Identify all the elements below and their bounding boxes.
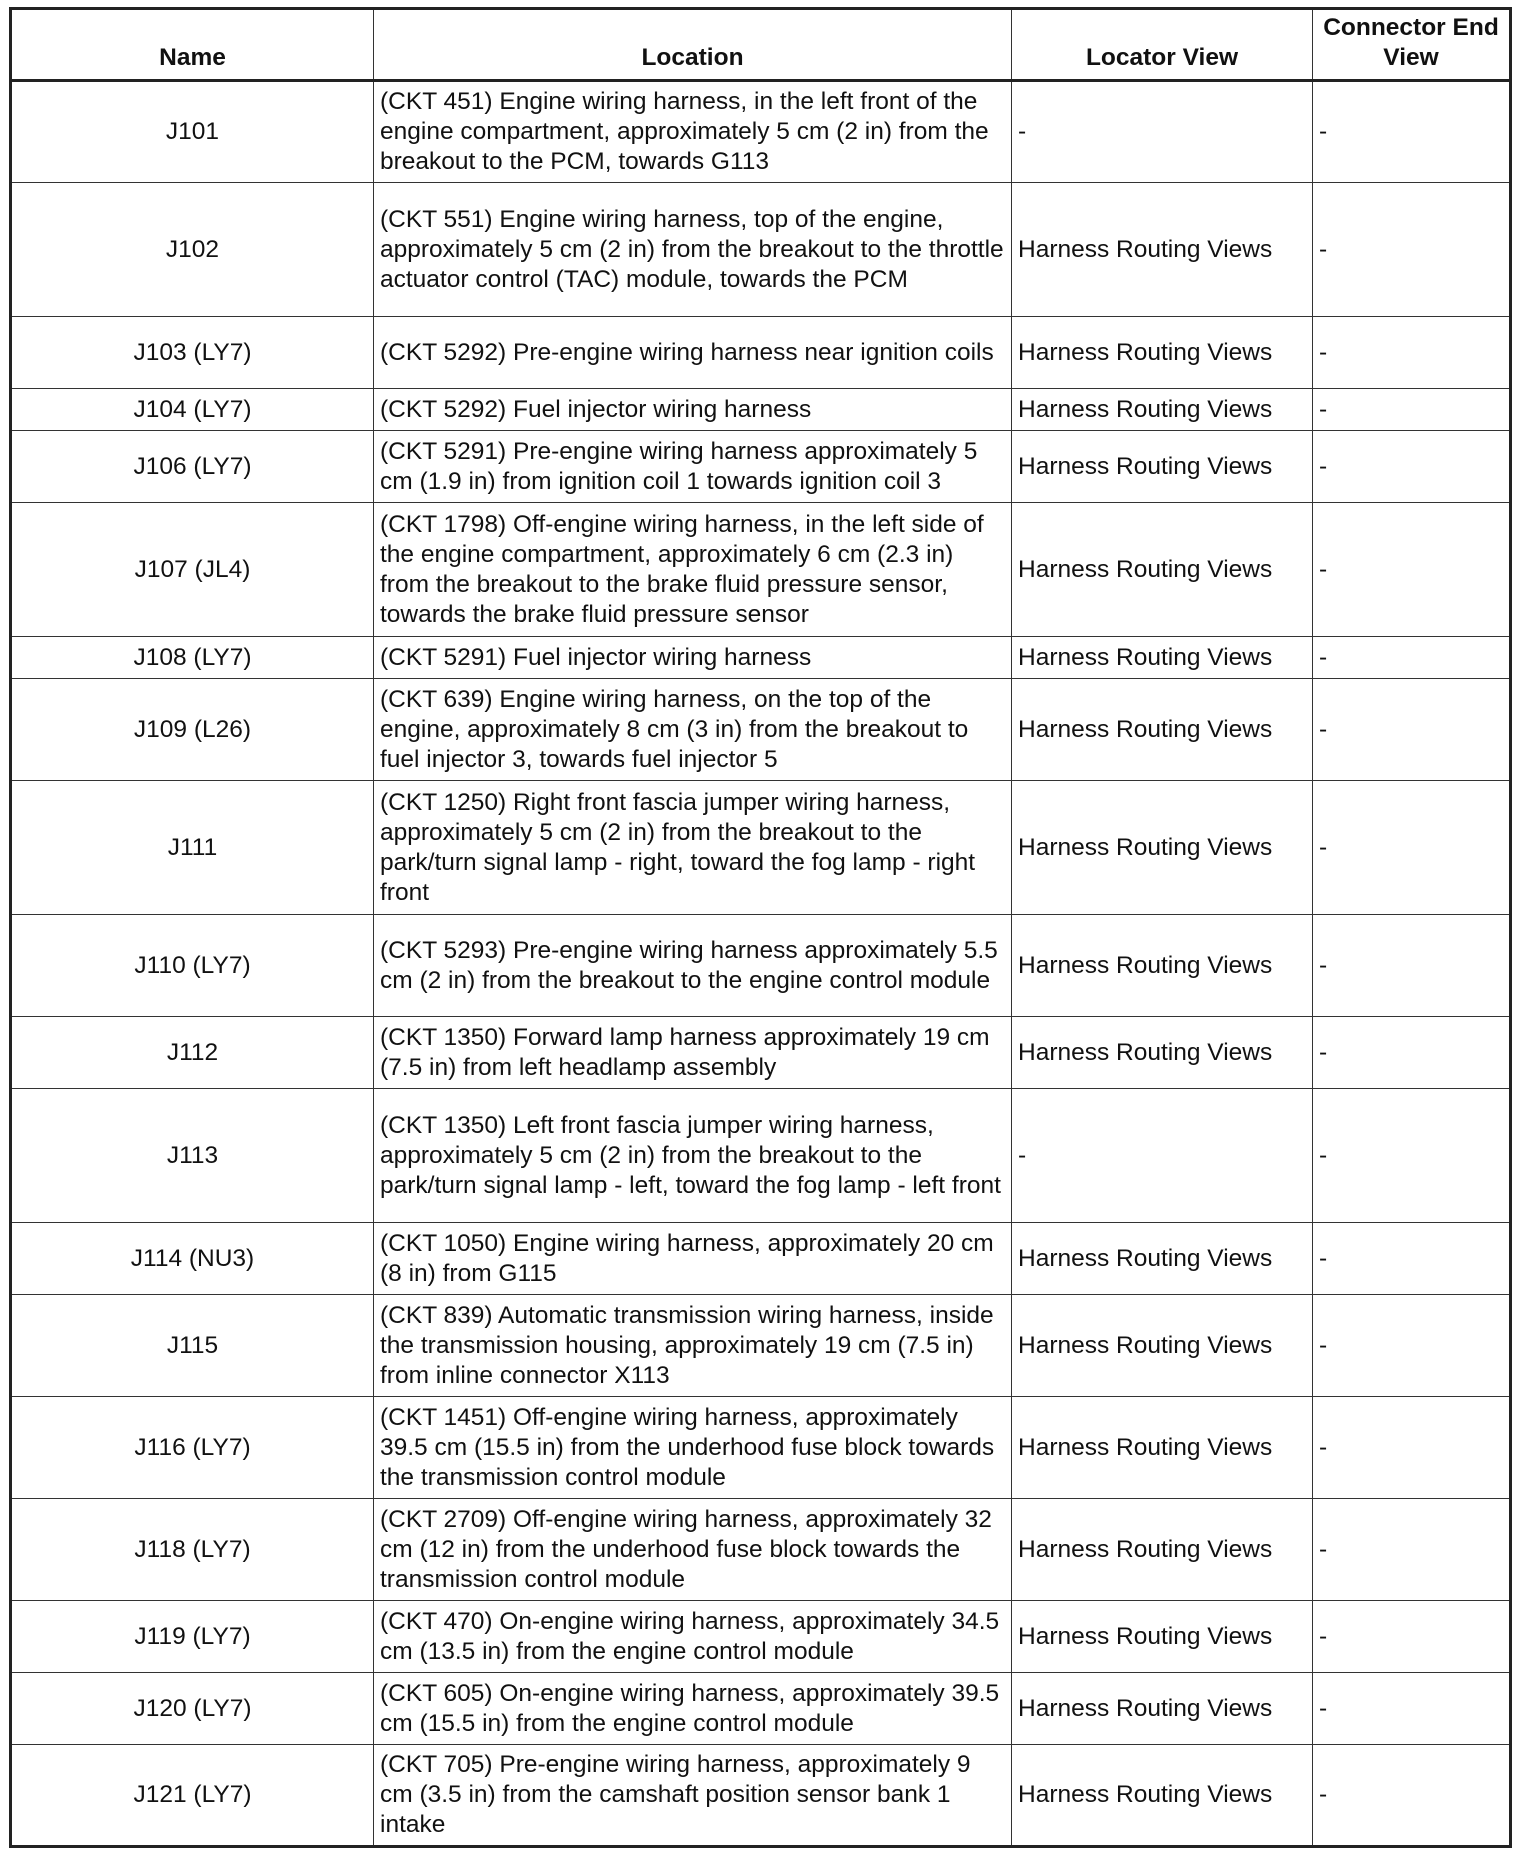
connector-end-view-cell: - <box>1313 1673 1511 1745</box>
table-row <box>11 317 1511 389</box>
splice-name: J118 (LY7) <box>11 1499 374 1601</box>
header-name: Name <box>11 9 374 81</box>
table-row <box>11 1089 1511 1223</box>
splice-location: (CKT 5292) Fuel injector wiring harness <box>374 389 1012 431</box>
splice-location: (CKT 1250) Right front fascia jumper wiring harness, approximately 5 cm (2 in) from the breakout to the park/turn signal lamp - right, toward the fog lamp - right front <box>374 781 1012 915</box>
locator-view-cell: Harness Routing Views <box>1012 183 1313 317</box>
table-row <box>11 81 1511 183</box>
locator-view-cell: Harness Routing Views <box>1012 1397 1313 1499</box>
connector-end-view-cell: - <box>1313 1499 1511 1601</box>
locator-view-cell: Harness Routing Views <box>1012 637 1313 679</box>
splice-name: J119 (LY7) <box>11 1601 374 1673</box>
table-row <box>11 1295 1511 1397</box>
locator-view-cell: - <box>1012 1089 1313 1223</box>
splice-location: (CKT 5291) Fuel injector wiring harness <box>374 637 1012 679</box>
table-row <box>11 1397 1511 1499</box>
locator-view-cell: Harness Routing Views <box>1012 317 1313 389</box>
splice-name: J101 <box>11 81 374 183</box>
table-row <box>11 389 1511 431</box>
locator-view-cell: Harness Routing Views <box>1012 431 1313 503</box>
splice-location-table <box>9 7 1512 1848</box>
table-row <box>11 1673 1511 1745</box>
locator-view-cell: Harness Routing Views <box>1012 679 1313 781</box>
splice-name: J121 (LY7) <box>11 1745 374 1847</box>
splice-name: J120 (LY7) <box>11 1673 374 1745</box>
splice-name: J103 (LY7) <box>11 317 374 389</box>
table-row <box>11 679 1511 781</box>
locator-view-cell: Harness Routing Views <box>1012 1017 1313 1089</box>
splice-location: (CKT 605) On-engine wiring harness, approximately 39.5 cm (15.5 in) from the engine control module <box>374 1673 1012 1745</box>
splice-location: (CKT 5292) Pre-engine wiring harness near ignition coils <box>374 317 1012 389</box>
connector-end-view-cell: - <box>1313 431 1511 503</box>
table-row <box>11 637 1511 679</box>
splice-name: J112 <box>11 1017 374 1089</box>
connector-end-view-cell: - <box>1313 1601 1511 1673</box>
connector-end-view-cell: - <box>1313 503 1511 637</box>
connector-end-view-cell: - <box>1313 1295 1511 1397</box>
table-row <box>11 183 1511 317</box>
splice-name: J102 <box>11 183 374 317</box>
table-row <box>11 1601 1511 1673</box>
connector-end-view-cell: - <box>1313 637 1511 679</box>
splice-location: (CKT 705) Pre-engine wiring harness, approximately 9 cm (3.5 in) from the camshaft position sensor bank 1 intake <box>374 1745 1012 1847</box>
splice-name: J109 (L26) <box>11 679 374 781</box>
splice-name: J106 (LY7) <box>11 431 374 503</box>
locator-view-cell: Harness Routing Views <box>1012 1601 1313 1673</box>
locator-view-cell: Harness Routing Views <box>1012 1295 1313 1397</box>
splice-location: (CKT 1350) Forward lamp harness approximately 19 cm (7.5 in) from left headlamp assembly <box>374 1017 1012 1089</box>
connector-end-view-cell: - <box>1313 317 1511 389</box>
splice-name: J116 (LY7) <box>11 1397 374 1499</box>
locator-view-cell: Harness Routing Views <box>1012 503 1313 637</box>
locator-view-cell: Harness Routing Views <box>1012 1499 1313 1601</box>
table-row <box>11 1223 1511 1295</box>
locator-view-cell: Harness Routing Views <box>1012 1223 1313 1295</box>
splice-name: J110 (LY7) <box>11 915 374 1017</box>
table-body <box>11 81 1511 1847</box>
splice-location: (CKT 451) Engine wiring harness, in the left front of the engine compartment, approximately 5 cm (2 in) from the breakout to the PCM, towards G113 <box>374 81 1012 183</box>
splice-name: J108 (LY7) <box>11 637 374 679</box>
table-row <box>11 1499 1511 1601</box>
table-row <box>11 503 1511 637</box>
splice-location: (CKT 1050) Engine wiring harness, approximately 20 cm (8 in) from G115 <box>374 1223 1012 1295</box>
connector-end-view-cell: - <box>1313 81 1511 183</box>
splice-location: (CKT 5291) Pre-engine wiring harness approximately 5 cm (1.9 in) from ignition coil 1 towards ignition coil 3 <box>374 431 1012 503</box>
splice-location: (CKT 1798) Off-engine wiring harness, in the left side of the engine compartment, approximately 6 cm (2.3 in) from the breakout to the brake fluid pressure sensor, towards the brake fluid pressure sensor <box>374 503 1012 637</box>
connector-end-view-cell: - <box>1313 183 1511 317</box>
locator-view-cell: Harness Routing Views <box>1012 1745 1313 1847</box>
splice-location: (CKT 639) Engine wiring harness, on the top of the engine, approximately 8 cm (3 in) from the breakout to fuel injector 3, towards fuel injector 5 <box>374 679 1012 781</box>
splice-location: (CKT 5293) Pre-engine wiring harness approximately 5.5 cm (2 in) from the breakout to the engine control module <box>374 915 1012 1017</box>
connector-end-view-cell: - <box>1313 1223 1511 1295</box>
locator-view-cell: Harness Routing Views <box>1012 781 1313 915</box>
splice-name: J113 <box>11 1089 374 1223</box>
locator-view-cell: Harness Routing Views <box>1012 915 1313 1017</box>
table-row <box>11 1017 1511 1089</box>
connector-end-view-cell: - <box>1313 679 1511 781</box>
connector-end-view-cell: - <box>1313 1745 1511 1847</box>
table-row <box>11 431 1511 503</box>
table-row <box>11 1745 1511 1847</box>
splice-name: J115 <box>11 1295 374 1397</box>
splice-name: J107 (JL4) <box>11 503 374 637</box>
connector-end-view-cell: - <box>1313 1017 1511 1089</box>
splice-location: (CKT 551) Engine wiring harness, top of the engine, approximately 5 cm (2 in) from the breakout to the throttle actuator control (TAC) module, towards the PCM <box>374 183 1012 317</box>
table-row <box>11 781 1511 915</box>
connector-end-view-cell: - <box>1313 1089 1511 1223</box>
splice-location: (CKT 2709) Off-engine wiring harness, approximately 32 cm (12 in) from the underhood fuse block towards the transmission control module <box>374 1499 1012 1601</box>
connector-end-view-cell: - <box>1313 389 1511 431</box>
header-connector-end-view: Connector End View <box>1313 9 1511 81</box>
splice-location: (CKT 839) Automatic transmission wiring harness, inside the transmission housing, approximately 19 cm (7.5 in) from inline connector X113 <box>374 1295 1012 1397</box>
locator-view-cell: - <box>1012 81 1313 183</box>
splice-location: (CKT 470) On-engine wiring harness, approximately 34.5 cm (13.5 in) from the engine control module <box>374 1601 1012 1673</box>
splice-name: J114 (NU3) <box>11 1223 374 1295</box>
locator-view-cell: Harness Routing Views <box>1012 1673 1313 1745</box>
header-locator-view: Locator View <box>1012 9 1313 81</box>
locator-view-cell: Harness Routing Views <box>1012 389 1313 431</box>
connector-end-view-cell: - <box>1313 915 1511 1017</box>
connector-end-view-cell: - <box>1313 1397 1511 1499</box>
splice-location: (CKT 1451) Off-engine wiring harness, approximately 39.5 cm (15.5 in) from the underhood fuse block towards the transmission control module <box>374 1397 1012 1499</box>
header-row <box>11 9 1511 81</box>
splice-name: J111 <box>11 781 374 915</box>
splice-name: J104 (LY7) <box>11 389 374 431</box>
table-row <box>11 915 1511 1017</box>
connector-end-view-cell: - <box>1313 781 1511 915</box>
header-location: Location <box>374 9 1012 81</box>
splice-location: (CKT 1350) Left front fascia jumper wiring harness, approximately 5 cm (2 in) from the breakout to the park/turn signal lamp - left, toward the fog lamp - left front <box>374 1089 1012 1223</box>
